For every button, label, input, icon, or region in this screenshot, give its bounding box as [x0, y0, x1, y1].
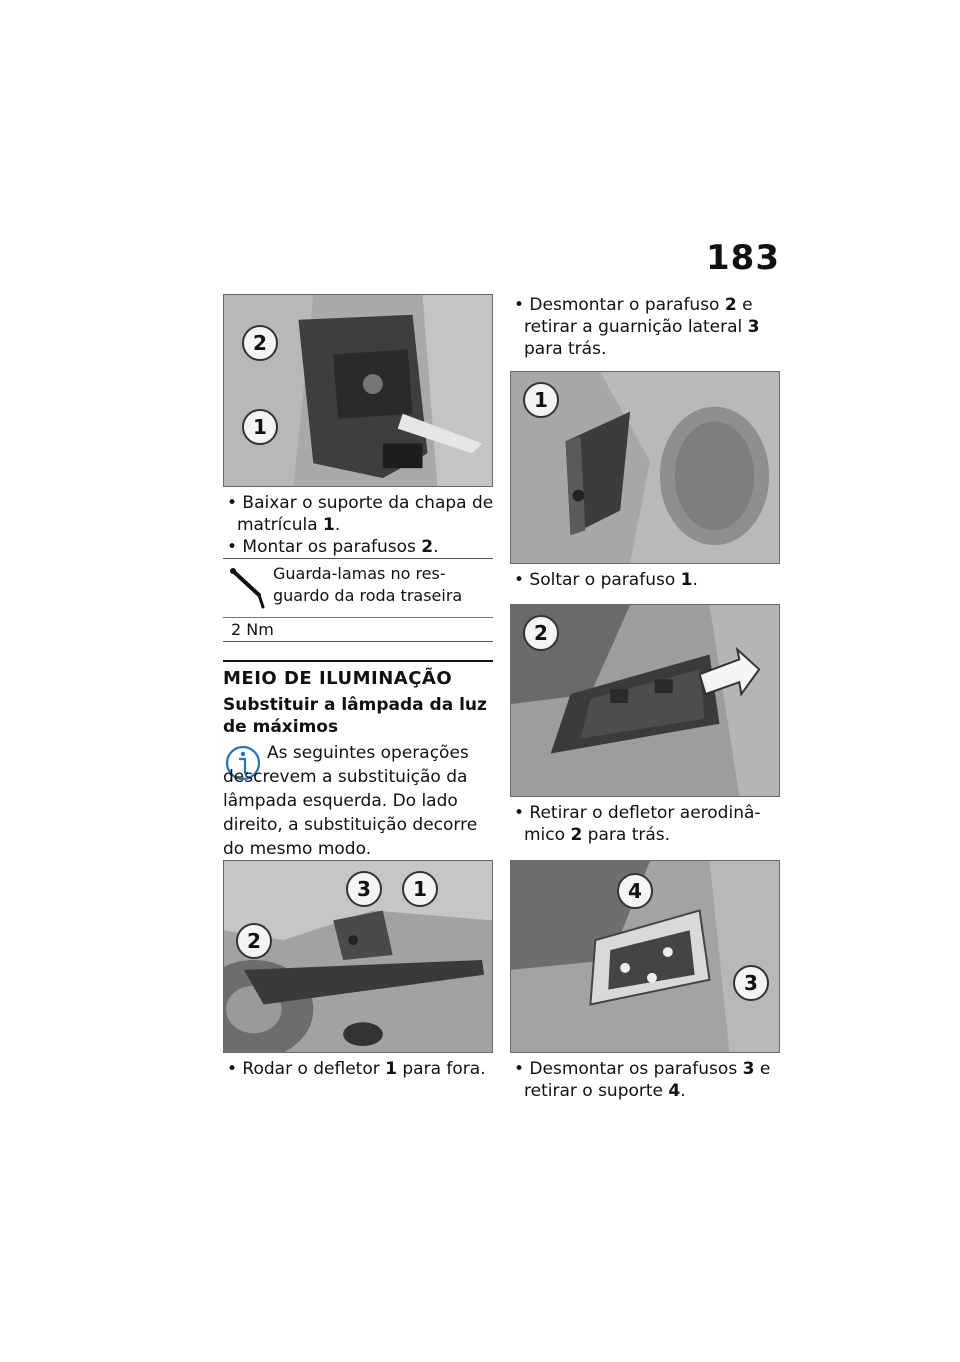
torque-description: Guarda-lamas no res-guardo da roda traseira [273, 564, 463, 605]
step-remove-screws-holder: • Desmontar os parafusos 3 e retirar o suporte 4. [510, 1058, 794, 1102]
photo-license-plate-holder [223, 294, 493, 487]
torque-wrench-icon [229, 565, 269, 609]
photo-holder-screws [510, 860, 780, 1053]
section-title: MEIO DE ILUMINAÇÃO [223, 660, 493, 689]
step-rotate-deflector: • Rodar o defletor 1 para fora. [223, 1058, 507, 1080]
subsection-title: Substituir a lâmpada da luz de máximos [223, 695, 487, 737]
callout-2: 2 [242, 325, 278, 361]
photo-side-trim [510, 371, 780, 564]
step-remove-screw-trim: • Desmontar o parafuso 2 e retirar a guarnição lateral 3 para trás. [510, 294, 794, 360]
callout-2: 2 [236, 923, 272, 959]
photo-aero-deflector [510, 604, 780, 797]
callout-3: 3 [733, 965, 769, 1001]
callout-1: 1 [242, 409, 278, 445]
torque-table [223, 558, 493, 642]
callout-2: 2 [523, 615, 559, 651]
callout-1: 1 [523, 382, 559, 418]
step-loosen-screw: • Soltar o parafuso 1. [510, 569, 794, 591]
photo-deflector [223, 860, 493, 1053]
callout-4: 4 [617, 873, 653, 909]
step-remove-aero-deflector: • Retirar o defletor aerodinâ-mico 2 para trás. [510, 802, 794, 846]
step-fit-screws: • Montar os parafusos 2. [223, 536, 507, 558]
page-number: 183 [706, 238, 780, 278]
info-text: As seguintes operações descrevem a substituição da lâmpada esquerda. Do lado direito, a substituição decorre do mesmo modo. [223, 743, 478, 859]
torque-value: 2 Nm [231, 620, 274, 639]
callout-1: 1 [402, 871, 438, 907]
step-lower-holder: • Baixar o suporte da chapa de matrícula 1. [223, 492, 507, 536]
callout-3: 3 [346, 871, 382, 907]
